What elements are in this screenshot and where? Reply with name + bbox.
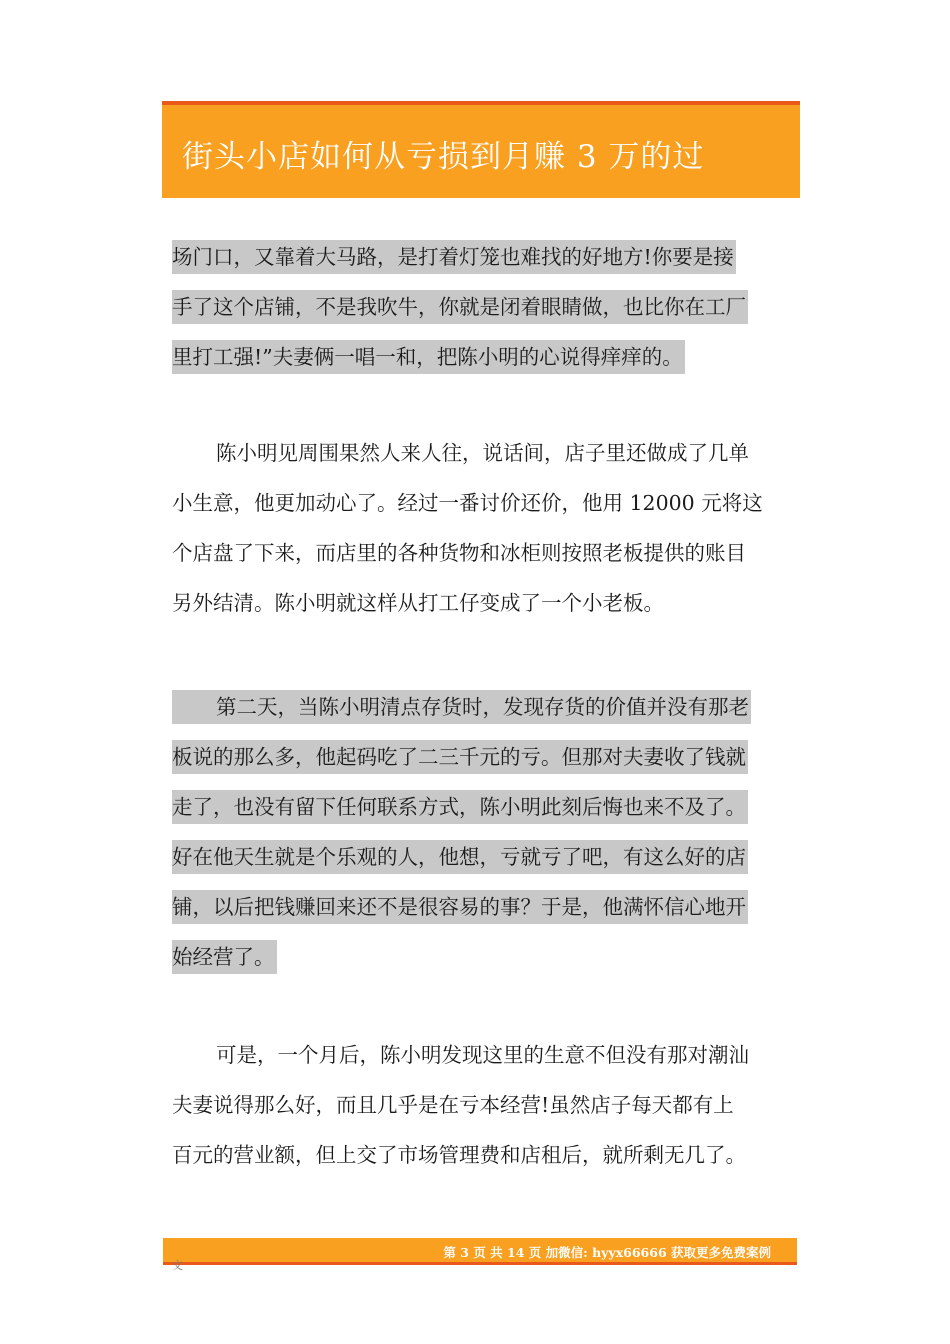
paragraph-line: 夫妻说得那么好，而且几乎是在亏本经营!虽然店子每天都有上 [172,1093,734,1117]
paragraph-line: 走了，也没有留下任何联系方式，陈小明此刻后悔也来不及了。 [172,782,792,832]
paragraph-2 [172,428,792,628]
paragraph-line: 可是，一个月后，陈小明发现这里的生意不但没有那对潮汕 [216,1043,749,1067]
paragraph-line: 小生意，他更加动心了。经过一番讨价还价，他用 12000 元将这 [172,491,763,515]
footer-mark: 文 [172,1259,183,1272]
paragraph-line: 板说的那么多，他起码吃了二三千元的亏。但那对夫妻收了钱就 [172,732,792,782]
paragraph-1 [172,232,792,382]
paragraph-line: 百元的营业额，但上交了市场管理费和店租后，就所剩无几了。 [172,1143,746,1167]
paragraph-line: 始经营了。 [172,932,792,982]
paragraph-4 [172,1030,792,1180]
footer-bar [163,1238,797,1265]
paragraph-line: 陈小明见周围果然人来人往，说话间，店子里还做成了几单 [216,441,749,465]
paragraph-line: 铺，以后把钱赚回来还不是很容易的事？于是，他满怀信心地开 [172,882,792,932]
paragraph-line: 里打工强!”夫妻俩一唱一和，把陈小明的心说得痒痒的。 [172,332,792,382]
paragraph-line: 场门口，又靠着大马路，是打着灯笼也难找的好地方!你要是接 [172,232,792,282]
page-footer-text: 第 3 页 共 14 页 加微信: hyyx66666 获取更多免费案例 [443,1245,771,1260]
paragraph-line: 另外结清。陈小明就这样从打工仔变成了一个小老板。 [172,591,664,615]
document-title: 街头小店如何从亏损到月赚 3 万的过 [182,139,705,175]
paragraph-line: 好在他天生就是个乐观的人，他想，亏就亏了吧，有这么好的店 [172,832,792,882]
paragraph-line: 个店盘了下来，而店里的各种货物和冰柜则按照老板提供的账目 [172,541,746,565]
paragraph-line: 第二天，当陈小明清点存货时，发现存货的价值并没有那老 [172,682,792,732]
paragraph-3 [172,682,792,982]
header-bar [162,101,800,198]
paragraph-line: 手了这个店铺，不是我吹牛，你就是闭着眼睛做，也比你在工厂 [172,282,792,332]
